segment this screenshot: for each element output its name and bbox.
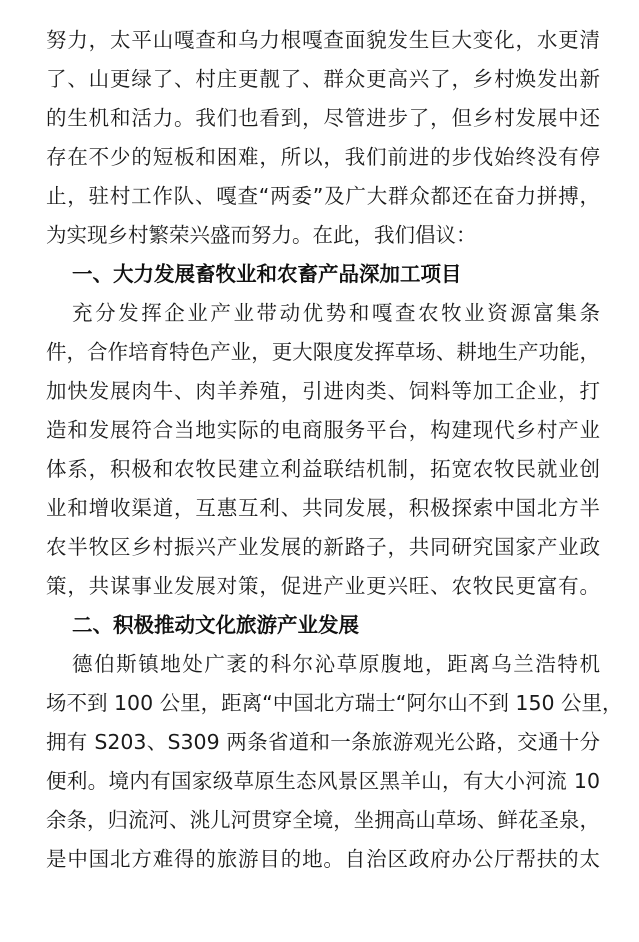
- section-1-paragraph: [46, 294, 600, 606]
- text-line: 造和发展符合当地实际的电商服务平台，构建现代乡村产业: [46, 418, 600, 442]
- text-line: 止，驻村工作队、嘎查“两委”及广大群众都还在奋力拼搏，: [46, 184, 600, 208]
- text-line: 策，共谋事业发展对策，促进产业更兴旺、农牧民更富有。: [46, 574, 600, 598]
- text-line: 努力，太平山嘎查和乌力根嘎查面貌发生巨大变化，水更清: [46, 28, 600, 52]
- text-line: 德伯斯镇地处广袤的科尔沁草原腹地，距离乌兰浩特机: [72, 652, 600, 676]
- text-line: 余条，归流河、洮儿河贯穿全境，坐拥高山草场、鲜花圣泉，: [46, 808, 600, 832]
- text-line: 农半牧区乡村振兴产业发展的新路子，共同研究国家产业政: [46, 535, 600, 559]
- text-line: 件，合作培育特色产业，更大限度发挥草场、耕地生产功能，: [46, 340, 600, 364]
- intro-paragraph: [46, 21, 600, 255]
- text-line: 加快发展肉牛、肉羊养殖，引进肉类、饲料等加工企业，打: [46, 379, 600, 403]
- text-line: 了、山更绿了、村庄更靓了、群众更高兴了，乡村焕发出新: [46, 67, 600, 91]
- document-page: [46, 21, 623, 879]
- text-line: 充分发挥企业产业带动优势和嘎查农牧业资源富集条: [72, 301, 600, 325]
- section-2-paragraph: [46, 645, 623, 879]
- text-line: 便利。境内有国家级草原生态风景区黑羊山，有大小河流 10: [46, 769, 600, 793]
- text-line: 场不到 100 公里，距离“中国北方瑞士“阿尔山不到 150 公里，: [46, 691, 623, 715]
- text-line: 为实现乡村繁荣兴盛而努力。在此，我们倡议：: [46, 223, 477, 247]
- text-line: 业和增收渠道，互惠互利、共同发展，积极探索中国北方半: [46, 496, 600, 520]
- text-line: 的生机和活力。我们也看到，尽管进步了，但乡村发展中还: [46, 106, 600, 130]
- text-line: 是中国北方难得的旅游目的地。自治区政府办公厅帮扶的太: [46, 847, 600, 871]
- section-heading-1: 一、大力发展畜牧业和农畜产品深加工项目: [72, 262, 462, 286]
- section-heading-2: 二、积极推动文化旅游产业发展: [72, 613, 359, 637]
- text-line: 存在不少的短板和困难，所以，我们前进的步伐始终没有停: [46, 145, 600, 169]
- text-line: 体系，积极和农牧民建立利益联结机制，拓宽农牧民就业创: [46, 457, 600, 481]
- text-line: 拥有 S203、S309 两条省道和一条旅游观光公路，交通十分: [46, 730, 600, 754]
